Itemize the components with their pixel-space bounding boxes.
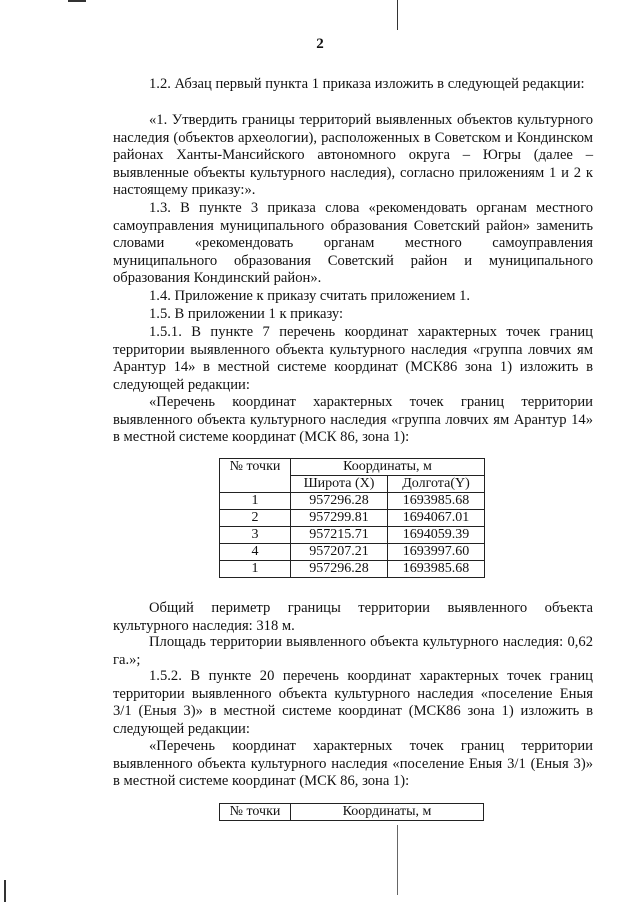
point-cell: 4 — [220, 544, 291, 561]
header-coordinates: Координаты, м — [291, 804, 484, 821]
latitude-cell: 957296.28 — [291, 561, 388, 578]
point-cell: 1 — [220, 493, 291, 510]
header-longitude: Долгота(Y) — [388, 476, 485, 493]
paragraph-area: Площадь территории выявленного объекта культурного наследия: 0,62 га.»; — [113, 634, 593, 668]
longitude-cell: 1694059.39 — [388, 527, 485, 544]
paragraph-1-3: 1.3. В пункте 3 приказа слова «рекомендовать органам местного самоуправления муниципального образования Советский район» заменить словами «рекомендовать органам местного самоуправления муниципального образования Советский район и муниципального образования Кондинский район». — [113, 200, 593, 287]
paragraph-1-5-1: 1.5.1. В пункте 7 перечень координат характерных точек границ территории выявленного объекта культурного наследия «группа ловчих ям Арантур 14» в местной системе координат (МСК86 зона 1) изложить в следующей редакции: — [113, 324, 593, 393]
longitude-cell: 1693985.68 — [388, 561, 485, 578]
point-cell: 3 — [220, 527, 291, 544]
scan-artifact-line — [397, 0, 398, 30]
coordinates-table-2 — [219, 803, 484, 821]
scan-artifact-line — [397, 825, 398, 895]
table-row — [220, 493, 485, 510]
table-row — [220, 527, 485, 544]
paragraph-list-intro-2: «Перечень координат характерных точек границ территории выявленного объекта культурного наследия «поселение Еныя 3/1 (Еныя 3)» в местной системе координат (МСК 86, зона 1): — [113, 738, 593, 790]
scan-artifact-mark — [4, 880, 6, 902]
paragraph-list-intro-1: «Перечень координат характерных точек границ территории выявленного объекта культурного наследия «группа ловчих ям Арантур 14» в местной системе координат (МСК 86, зона 1): — [113, 394, 593, 446]
longitude-cell: 1693985.68 — [388, 493, 485, 510]
coordinates-table-1 — [219, 458, 485, 578]
header-coordinates: Координаты, м — [291, 459, 485, 476]
paragraph-approve: «1. Утвердить границы территорий выявленных объектов культурного наследия (объектов археологии), расположенных в Советском и Кондинском районах Ханты-Мансийского автономного округа – Югры (далее – выявленные объекты культурного наследия), согласно приложениям 1 и 2 к настоящему приказу:». — [113, 112, 593, 199]
longitude-cell: 1694067.01 — [388, 510, 485, 527]
paragraph-1-4: 1.4. Приложение к приказу считать приложением 1. — [149, 288, 471, 304]
paragraph-1-5-2: 1.5.2. В пункте 20 перечень координат характерных точек границ территории выявленного объекта культурного наследия «поселение Еныя 3/1 (Еныя 3)» в местной системе координат (МСК86 зона 1) изложить в следующей редакции: — [113, 668, 593, 737]
latitude-cell: 957299.81 — [291, 510, 388, 527]
paragraph-1-2: 1.2. Абзац первый пункта 1 приказа изложить в следующей редакции: — [149, 76, 585, 92]
paragraph-1-5: 1.5. В приложении 1 к приказу: — [149, 306, 344, 322]
latitude-cell: 957215.71 — [291, 527, 388, 544]
latitude-cell: 957207.21 — [291, 544, 388, 561]
point-cell: 1 — [220, 561, 291, 578]
scan-artifact-mark — [68, 0, 86, 2]
header-point: № точки — [220, 804, 291, 821]
table-row — [220, 561, 485, 578]
header-point: № точки — [220, 459, 291, 493]
table-row — [220, 510, 485, 527]
page-number: 2 — [316, 36, 324, 52]
latitude-cell: 957296.28 — [291, 493, 388, 510]
header-latitude: Широта (X) — [291, 476, 388, 493]
paragraph-perimeter: Общий периметр границы территории выявленного объекта культурного наследия: 318 м. — [113, 600, 593, 634]
longitude-cell: 1693997.60 — [388, 544, 485, 561]
point-cell: 2 — [220, 510, 291, 527]
table-row — [220, 544, 485, 561]
